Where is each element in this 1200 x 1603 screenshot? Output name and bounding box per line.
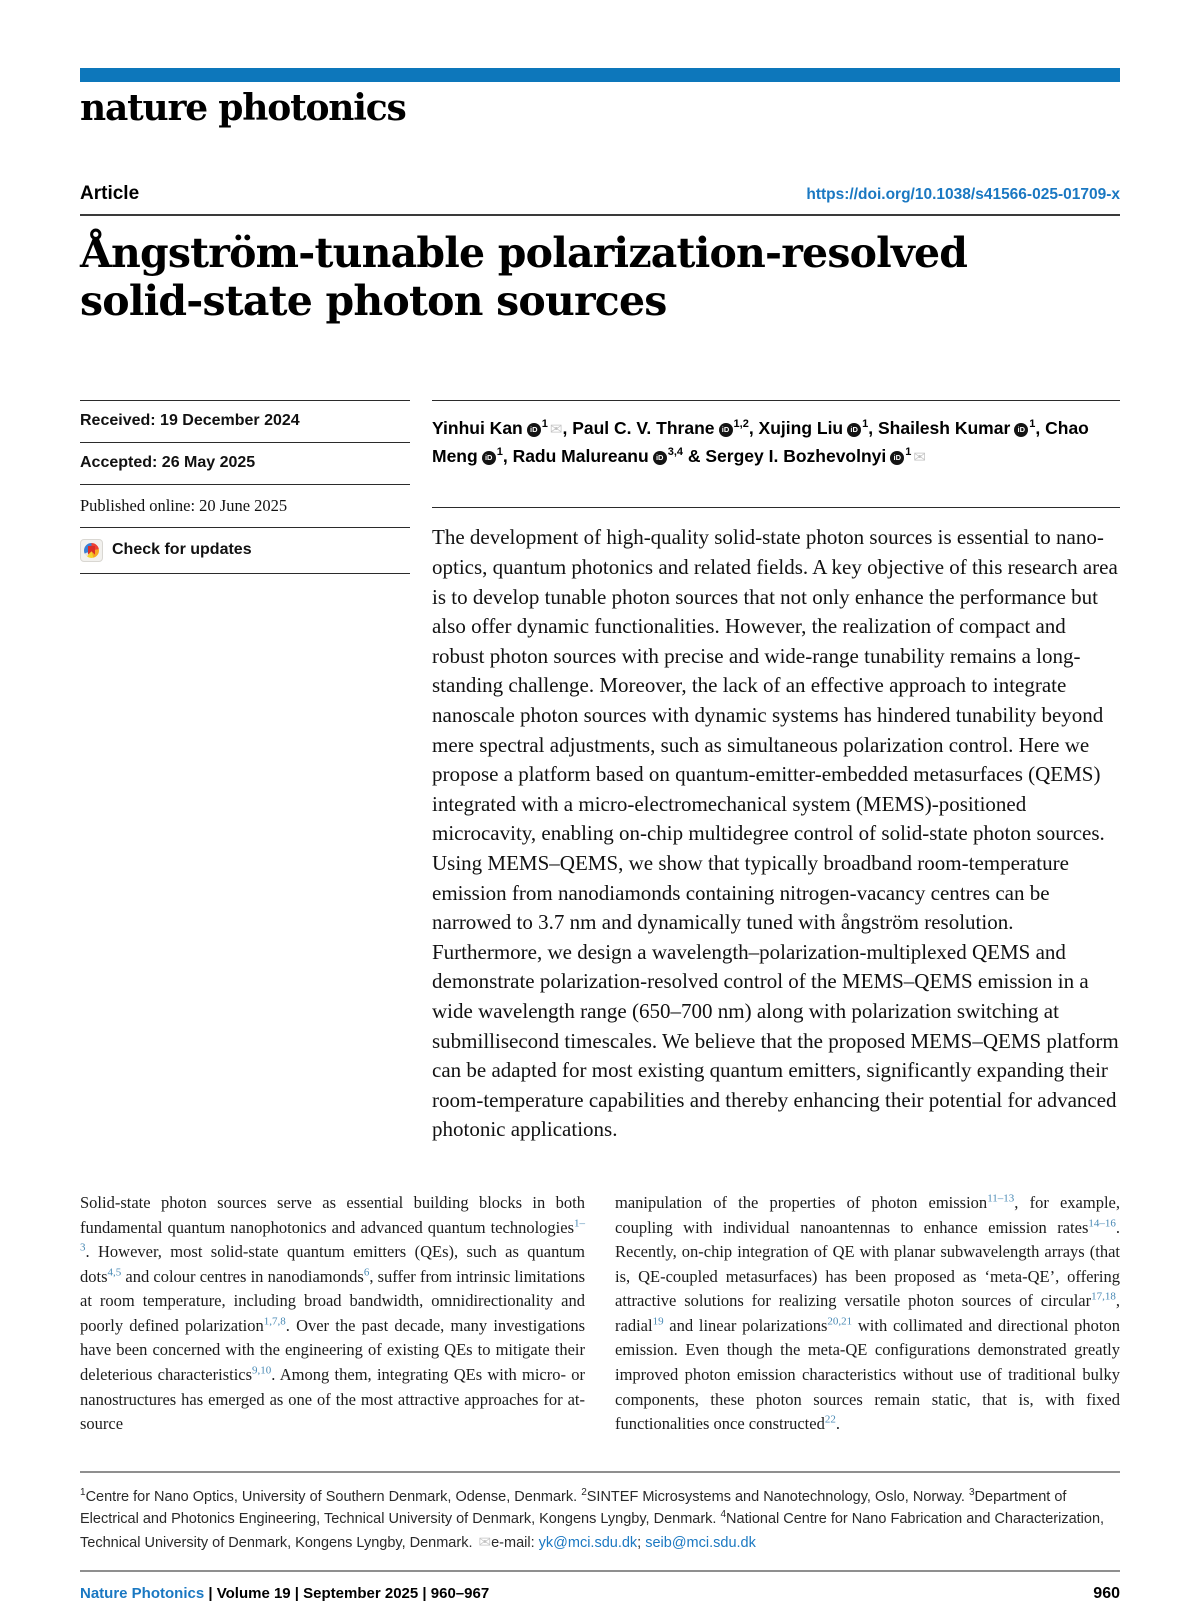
orcid-icon[interactable]: iD (847, 423, 861, 437)
email-link[interactable]: yk@mci.sdu.dk (538, 1534, 638, 1551)
affiliation-superscript: 4 (720, 1509, 727, 1521)
body-text (80, 1191, 1120, 1437)
affiliation-superscript: 2 (581, 1487, 587, 1499)
affiliation-superscript: 1 (541, 417, 548, 430)
affiliations-footnote: $^1$Centre for Nano Optics, University of Southern Denmark, Odense, Denmark. $^2$SINTEF Microsystems and Nanotechnology, Oslo, Norway. $^3$Department of Electrical and Photonics Engineering, Technical University of Denmark, Kongens Lyngby, Denmark. $^4$National Centre for Nano Fabrication and Characterization, Technical University of Denmark, Kongens Lyngby, Denmark. ✉e-mail: yk@mci.sdu.dk; seib@mci.sdu.dk (80, 1471, 1120, 1555)
body-column-right: manipulation of the properties of photon emission$^{11-13}$, for example, coupling with individual nanoantennas to enhance emission rates$^{14-16}$. Recently, on-chip integration of QE with planar subwavelength arrays (that is, QE-coupled metasurfaces) has been proposed as ‘meta-QE’, offering attractive solutions for realizing versatile photon sources of circular$^{17,18}$, radial$^{19}$ and linear polarizations$^{20,21}$ with collimated and directional photon emission. Even though the meta-QE configurations demonstrated greatly improved photon emission characteristics without use of traditional bulky components, these photon sources remain static, that is, with fixed functionalities once constructed$^{22}$. (615, 1192, 1121, 1434)
author-separator: & (683, 446, 706, 467)
footer-citation (80, 1585, 489, 1602)
body-column-left: Solid-state photon sources serve as essential building blocks in both fundamental quantum nanophotonics and advanced quantum technologies$^{1-3}$. However, most solid-state quantum emitters (QEs), such as quantum dots$^{4,5}$ and colour centres in nanodiamonds$^6$, suffer from intrinsic limitations at room temperature, including broad bandwidth, omnidirectionality and poorly defined polarization$^{1,7,8}$. Over the past decade, many investigations have been concerned with the engineering of existing QEs to mitigate their deleterious characteristics$^{9,10}$. Among them, integrating QEs with micro- or nanostructures has emerged as one of the most attractive approaches for at-source (80, 1192, 585, 1434)
orcid-icon[interactable]: iD (719, 423, 733, 437)
orcid-icon[interactable]: iD (890, 451, 904, 465)
author-separator: , (1035, 417, 1046, 438)
envelope-icon: ✉ (478, 1532, 492, 1551)
affiliation-superscript: 1 (862, 417, 869, 430)
doi-link[interactable]: https://doi.org/10.1038/s41566-025-01709-x (806, 186, 1120, 203)
received-date: Received: 19 December 2024 (80, 400, 410, 442)
affiliation-superscript: 1,2 (733, 417, 749, 430)
footer-journal-name[interactable]: Nature Photonics (80, 1585, 205, 1603)
footer-volume-info: | Volume 19 | September 2025 | 960–967 (204, 1585, 490, 1603)
author-name: Yinhui Kan (432, 417, 523, 438)
reference-superscript[interactable]: 19 (652, 1315, 664, 1328)
orcid-icon[interactable]: iD (653, 451, 667, 465)
page-title: Ångström-tunable polarization-resolved solid-state photon sources (80, 229, 968, 326)
author-separator: , (562, 417, 573, 438)
envelope-icon[interactable]: ✉ (913, 448, 926, 467)
reference-superscript[interactable]: 11–13 (987, 1192, 1015, 1205)
authors-abstract-block (432, 400, 1120, 1145)
orcid-icon[interactable]: iD (482, 451, 496, 465)
envelope-icon[interactable]: ✉ (549, 419, 563, 438)
reference-superscript[interactable]: 9,10 (252, 1364, 272, 1377)
article-header-row (80, 183, 1120, 205)
affiliation-superscript: 3,4 (667, 446, 683, 459)
affiliation-superscript: 1 (496, 446, 503, 459)
meta-section (80, 400, 1120, 1145)
dates-block (80, 400, 410, 1145)
affiliation-superscript: 1 (1029, 417, 1036, 430)
author-name: Xujing Liu (758, 417, 844, 438)
author (878, 418, 1035, 438)
accepted-date: Accepted: 26 May 2025 (80, 442, 410, 484)
reference-superscript[interactable]: 20,21 (827, 1315, 853, 1328)
page-number: 960 (1093, 1585, 1120, 1603)
author (432, 418, 562, 438)
header-divider (80, 214, 1120, 216)
author-name: Chao Meng (432, 417, 1089, 467)
author-name: Paul C. V. Thrane (572, 417, 715, 438)
affiliation-superscript: 1 (80, 1487, 86, 1499)
affiliation-superscript: 3 (968, 1487, 975, 1499)
reference-superscript[interactable]: 1–3 (80, 1217, 585, 1254)
published-date: Published online: 20 June 2025 (80, 484, 410, 527)
author (759, 418, 869, 438)
author-separator: , (868, 417, 878, 438)
reference-superscript[interactable]: 14–16 (1088, 1217, 1116, 1229)
author-name: Sergey I. Bozhevolnyi (705, 446, 887, 467)
reference-superscript[interactable]: 4,5 (107, 1266, 122, 1279)
orcid-icon[interactable]: iD (1014, 423, 1028, 437)
journal-logo: nature photonics (80, 87, 406, 129)
reference-superscript[interactable]: 1,7,8 (263, 1315, 286, 1328)
check-for-updates-label: Check for updates (112, 541, 252, 559)
author-name: Radu Malureanu (512, 446, 649, 467)
author-name: Shailesh Kumar (877, 417, 1011, 438)
reference-superscript[interactable]: 6 (363, 1266, 370, 1279)
header-bar (80, 68, 1120, 82)
article-type-label: Article (80, 183, 140, 204)
author (513, 446, 683, 466)
reference-superscript[interactable]: 22 (824, 1413, 836, 1426)
author-separator: , (748, 417, 759, 438)
author (572, 418, 749, 438)
email-link[interactable]: seib@mci.sdu.dk (645, 1534, 756, 1551)
authors-line (432, 400, 1120, 471)
author (705, 446, 926, 466)
abstract-text: The development of high-quality solid-state photon sources is essential to nano-optics, quantum photonics and related fields. A key objective of this research area is to develop tunable photon sources that not only enhance the performance but also offer dynamic functionalities. However, the realization of compact and robust photon sources with precise and wide-range tunability remains a long-standing challenge. Moreover, the lack of an effective approach to integrate nanoscale photon sources with dynamic systems has hindered tunability beyond mere spectral adjustments, such as simultaneous polarization control. Here we propose a platform based on quantum-emitter-embedded metasurfaces (QEMS) integrated with a micro-electromechanical system (MEMS)-positioned microcavity, enabling on-chip multidegree control of solid-state photon sources. Using MEMS–QEMS, we show that typically broadband room-temperature emission from nanodiamonds containing nitrogen-vacancy centres can be narrowed to 3.7 nm and dynamically tuned with ångström resolution. Furthermore, we design a wavelength–polarization-multiplexed QEMS and demonstrate polarization-resolved control of the MEMS–QEMS emission in a wide wavelength range (650–700 nm) along with polarization switching at submillisecond timescales. We believe that the proposed MEMS–QEMS platform can be adapted for most existing quantum emitters, significantly expanding their room-temperature capabilities and thereby enhancing their potential for advanced photonic applications. (432, 507, 1120, 1144)
orcid-icon[interactable]: iD (527, 423, 541, 437)
affiliation-superscript: 1 (905, 446, 912, 459)
footer (80, 1570, 1120, 1603)
author-separator: , (502, 446, 513, 467)
crossmark-icon (80, 539, 103, 562)
check-for-updates-button[interactable] (80, 527, 410, 574)
reference-superscript[interactable]: 17,18 (1091, 1290, 1116, 1303)
